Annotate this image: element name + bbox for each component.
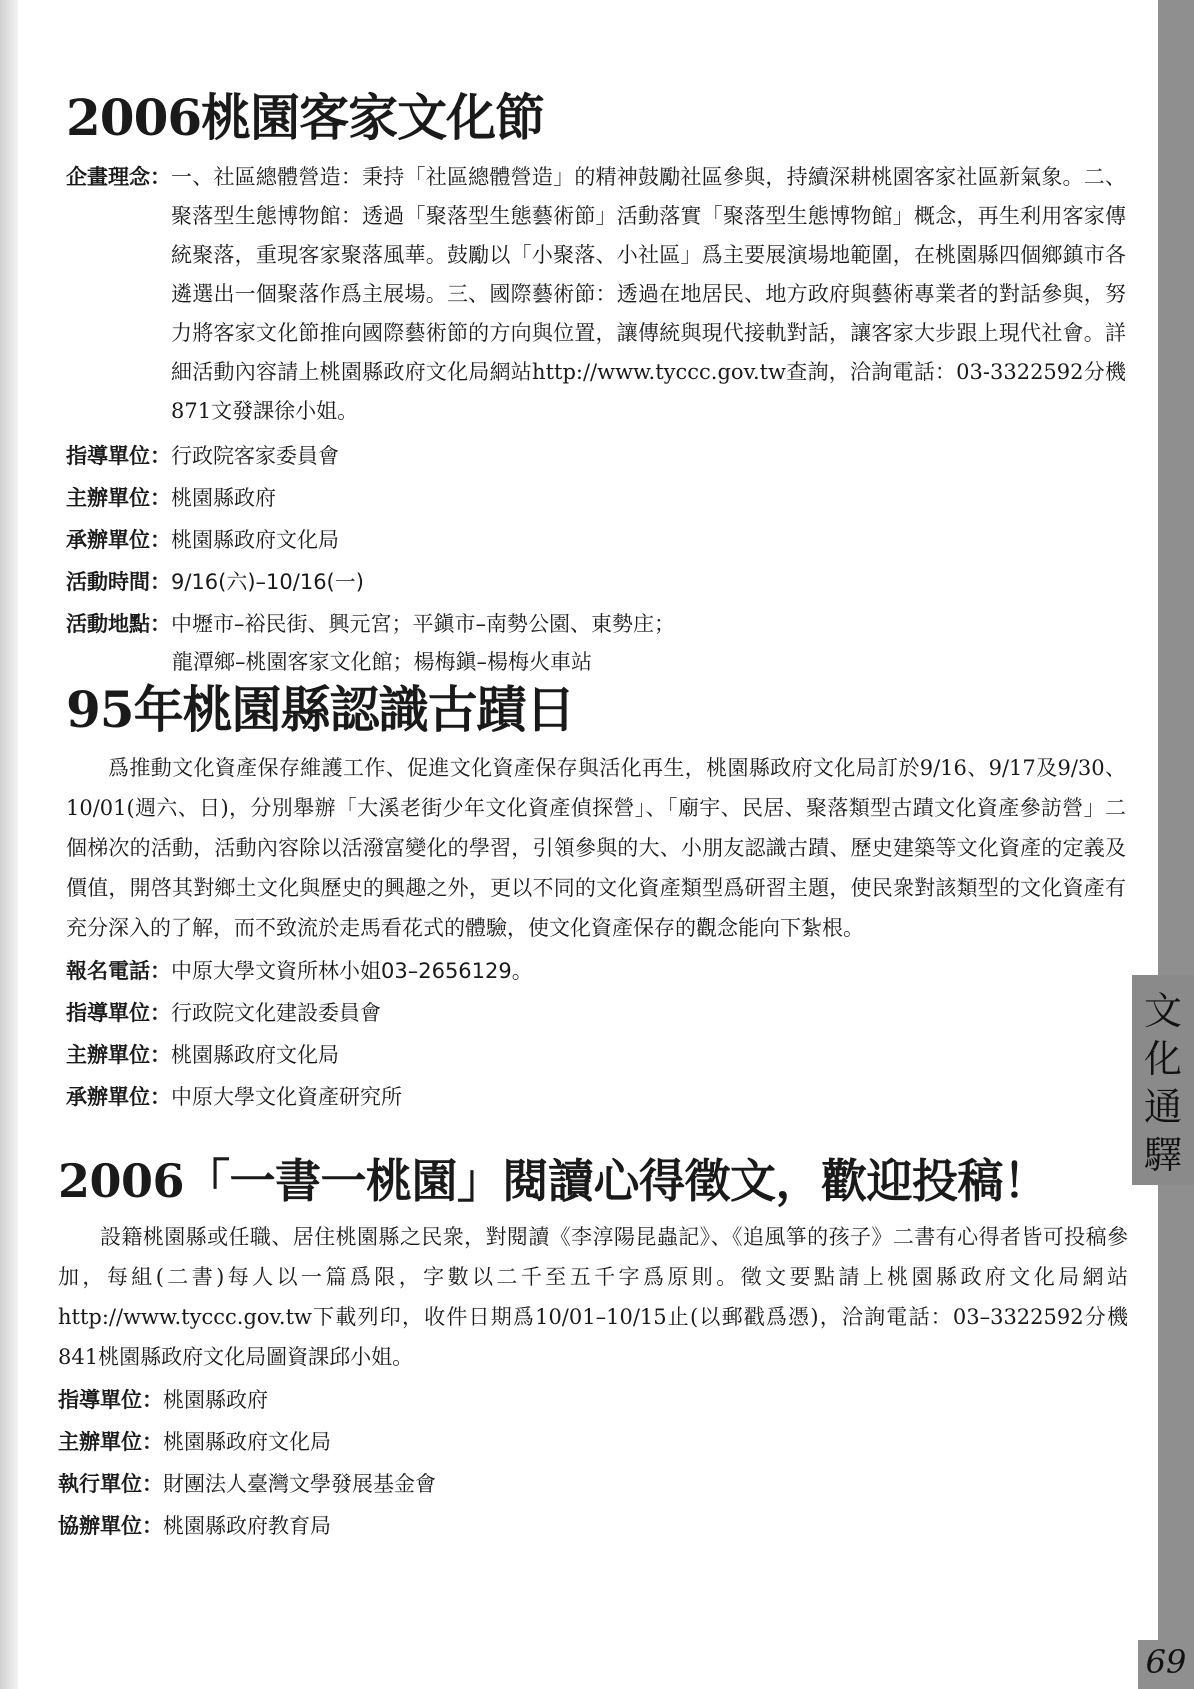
field-label: 執行單位： (58, 1472, 163, 1496)
field-label: 協辦單位： (58, 1514, 163, 1538)
field-value: 桃園縣政府文化局 (171, 528, 339, 552)
field-label: 主辦單位： (66, 1043, 171, 1067)
tab-char: 通 (1143, 1085, 1182, 1129)
field-value: 中原大學文化資產研究所 (171, 1085, 402, 1109)
field-row (66, 1078, 1126, 1116)
field-value: 桃園縣政府 (171, 486, 276, 510)
field-label: 報名電話： (66, 959, 171, 983)
field-row (66, 952, 1126, 990)
field-row (58, 1465, 1128, 1503)
tab-char: 化 (1143, 1037, 1182, 1081)
side-bar (1158, 0, 1194, 1689)
field-row (58, 1381, 1128, 1419)
field-value: 桃園縣政府文化局 (163, 1430, 331, 1454)
field-label: 指導單位： (66, 444, 171, 468)
section-reading-essay (58, 1145, 1128, 1545)
venue-line: 中壢市–裕民街、興元宮；平鎭市–南勢公園、東勢庄； (171, 612, 675, 636)
tab-char: 文 (1143, 989, 1182, 1033)
field-value: 行政院客家委員會 (171, 444, 339, 468)
venue-field (66, 605, 1126, 643)
page-edge (0, 0, 18, 1689)
field-label: 承辦單位： (66, 1085, 171, 1109)
section-tab (1132, 975, 1194, 1185)
field-row (58, 1423, 1128, 1461)
tab-char: 驛 (1143, 1133, 1182, 1177)
field-row (66, 521, 1126, 559)
field-value: 桃園縣政府教育局 (163, 1514, 331, 1538)
field-label: 主辦單位： (66, 486, 171, 510)
field-row (66, 479, 1126, 517)
field-label: 指導單位： (66, 1001, 171, 1025)
field-label: 企畫理念： (66, 165, 171, 189)
section-hakka-festival (66, 78, 1126, 681)
section-paragraph: 設籍桃園縣或任職、居住桃園縣之民衆，對閱讀《李淳陽昆蟲記》、《追風箏的孩子》二書有心得者皆可投稿參加，每組(二書)每人以一篇爲限，字數以二千至五千字爲原則。徵文要點請上桃園縣政府文化局網站 http://www.tyccc.gov.tw下載列印，收件日期爲10/01–10/15止(以郵戳爲憑)，洽詢電話：03–3322592分機841桃園縣政府文化局圖資課邱小姐。 (58, 1225, 1128, 1369)
section-title: 95年桃園縣認識古蹟日 (66, 680, 575, 739)
field-label: 主辦單位： (58, 1430, 163, 1454)
field-row (66, 994, 1126, 1032)
field-row (66, 563, 1126, 601)
field-value: 財團法人臺灣文學發展基金會 (163, 1472, 436, 1496)
section-title: 2006桃園客家文化節 (66, 88, 545, 147)
field-label: 指導單位： (58, 1388, 163, 1412)
field-value: 9/16(六)–10/16(一) (171, 570, 364, 594)
section-paragraph: 爲推動文化資產保存維護工作、促進文化資產保存與活化再生，桃園縣政府文化局訂於9/16、9/17及9/30、10/01(週六、日)，分別舉辦「大溪老街少年文化資產偵探營」、「廟宇、民居、聚落類型古蹟文化資產參訪營」二個梯次的活動，活動內容除以活潑富變化的學習，引領參與的大、小朋友認識古蹟、歷史建築等文化資產的定義及價值，開啓其對鄉土文化與歷史的興趣之外，更以不同的文化資產類型爲研習主題，使民衆對該類型的文化資產有充分深入的了解，而不致流於走馬看花式的體驗，使文化資產保存的觀念能向下紮根。 (66, 756, 1126, 940)
page-number: 69 (1138, 1640, 1194, 1689)
field-value: 行政院文化建設委員會 (171, 1001, 381, 1025)
field-value: 中原大學文資所林小姐03–2656129。 (171, 959, 533, 983)
concept-field (66, 158, 1126, 431)
field-value: 桃園縣政府文化局 (171, 1043, 339, 1067)
section-heritage-day (66, 670, 1126, 1116)
field-row (66, 1036, 1126, 1074)
field-label: 活動地點： (66, 612, 171, 636)
venue-line: 龍潭鄉–桃園客家文化館；楊梅鎭–楊梅火車站 (172, 650, 592, 674)
field-row (66, 437, 1126, 475)
field-row (58, 1507, 1128, 1545)
concept-text: 一、社區總體營造：秉持「社區總體營造」的精神鼓勵社區參與，持續深耕桃園客家社區新氣象。二、聚落型生態博物館：透過「聚落型生態藝術節」活動落實「聚落型生態博物館」概念，再生利用客家傳統聚落，重現客家聚落風華。鼓勵以「小聚落、小社區」爲主要展演場地範圍，在桃園縣四個鄉鎮市各遴選出一個聚落作爲主展場。三、國際藝術節：透過在地居民、地方政府與藝術專業者的對話參與，努力將客家文化節推向國際藝術節的方向與位置，讓傳統與現代接軌對話，讓客家大步跟上現代社會。詳細活動內容請上桃園縣政府文化局網站http://www.tyccc.gov.tw查詢，洽詢電話：03-3322592分機871文發課徐小姐。 (171, 165, 1126, 423)
field-label: 活動時間： (66, 570, 171, 594)
section-title: 2006「一書一桃園」閱讀心得徵文，歡迎投稿！ (58, 1154, 1049, 1208)
field-value: 桃園縣政府 (163, 1388, 268, 1412)
field-label: 承辦單位： (66, 528, 171, 552)
